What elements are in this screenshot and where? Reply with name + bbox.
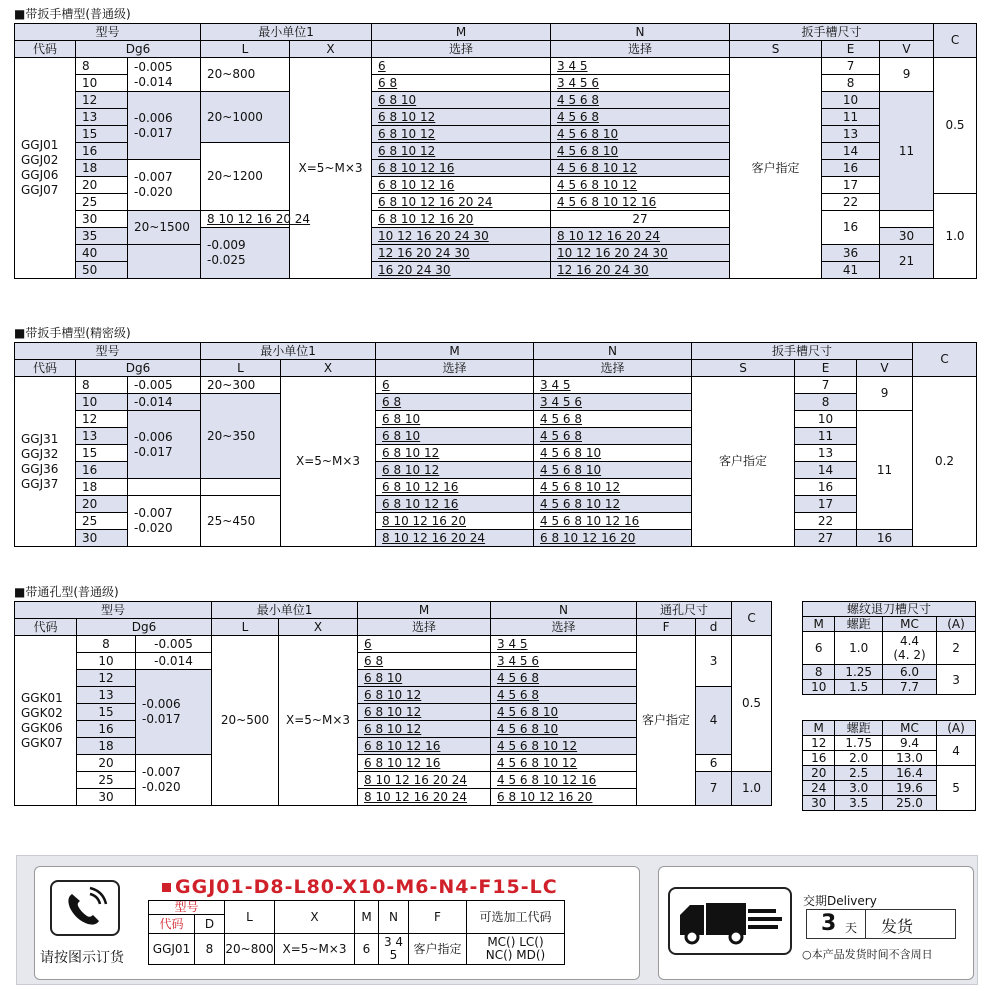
th-f: F xyxy=(637,619,696,636)
th-min-unit: 最小单位1 xyxy=(201,343,376,360)
m-cell: 6 8 10 12 xyxy=(376,462,534,479)
d-cell: 16 xyxy=(76,462,128,479)
n-cell: 3 4 5 6 xyxy=(551,75,730,92)
th-code: 代码 xyxy=(15,41,76,58)
m-cell: 6 xyxy=(376,377,534,394)
n-cell: 4 5 6 8 xyxy=(534,428,692,445)
n-cell: 6 8 10 12 16 20 xyxy=(372,211,551,228)
phone-icon xyxy=(50,880,120,936)
n-cell: 4 5 6 8 10 xyxy=(491,704,637,721)
n-cell: 6 8 10 12 16 20 xyxy=(534,530,692,547)
m-cell: 6 8 10 xyxy=(376,411,534,428)
thread-cell: 8 xyxy=(803,665,835,680)
d-cell: 50 xyxy=(76,262,128,279)
m-cell: 8 10 12 16 20 24 xyxy=(358,772,491,789)
order-th-n: N xyxy=(379,901,409,934)
th-v: V xyxy=(880,41,934,58)
d-cell: 20 xyxy=(76,177,128,194)
thread-cell: 4 xyxy=(937,736,976,766)
thread-cell: 16 xyxy=(803,751,835,766)
d-cell: 18 xyxy=(76,160,128,177)
s-cell: 客户指定 xyxy=(692,377,795,547)
thread-th-a: (A) xyxy=(937,721,976,736)
thread-cell: 13.0 xyxy=(883,751,937,766)
n-cell: 4 5 6 8 10 12 xyxy=(551,177,730,194)
v-cell: 9 xyxy=(857,377,913,411)
d-cell: 13 xyxy=(76,109,128,126)
tol-cell: -0.006 -0.017 xyxy=(128,92,201,160)
tol-cell xyxy=(128,479,201,496)
delivery-divider xyxy=(865,910,866,938)
truck-glyph xyxy=(670,889,790,953)
thread-cell: 5 xyxy=(937,766,976,811)
d-cell: 15 xyxy=(76,445,128,462)
thread-cell: 30 xyxy=(803,796,835,811)
tol-cell: -0.007 -0.020 xyxy=(128,496,201,547)
thread-cell: 12 xyxy=(803,736,835,751)
thread-cell: 1.25 xyxy=(835,665,883,680)
m-cell: 6 xyxy=(358,636,491,653)
e-cell: 10 xyxy=(795,411,857,428)
n-cell: 4 5 6 8 10 12 16 xyxy=(551,194,730,211)
n-cell: 4 5 6 8 10 12 xyxy=(534,496,692,513)
d-cell: 8 xyxy=(77,636,136,653)
l-cell: 20~500 xyxy=(212,636,279,806)
th-dg6: Dg6 xyxy=(77,619,212,636)
n-cell: 6 8 10 12 16 20 xyxy=(491,789,637,806)
d-cell: 35 xyxy=(76,228,128,245)
order-th-model: 型号 xyxy=(149,901,225,915)
order-val-x: X=5~M×3 xyxy=(275,934,355,965)
l-cell: 20~1500 xyxy=(128,211,201,245)
tol-cell: -0.007 -0.020 xyxy=(136,755,212,806)
th-l: L xyxy=(212,619,279,636)
order-th-d: D xyxy=(195,915,225,934)
th-e: E xyxy=(822,41,880,58)
n-cell: 8 10 12 16 20 24 xyxy=(551,228,730,245)
d-cell: 30 xyxy=(76,530,128,547)
section-title-wrench-precise: ■带扳手槽型(精密级) xyxy=(14,326,131,340)
n-cell: 4 5 6 8 10 12 16 xyxy=(534,513,692,530)
delivery-title: 交期Delivery xyxy=(803,894,877,908)
th-dg6: Dg6 xyxy=(76,360,201,377)
n-cell: 4 5 6 8 xyxy=(534,411,692,428)
d-cell: 25 xyxy=(76,194,128,211)
order-th-f: F xyxy=(409,901,467,934)
thread-cell: 1.0 xyxy=(835,632,883,665)
th-model: 型号 xyxy=(15,24,201,41)
th-code: 代码 xyxy=(15,619,77,636)
m-cell: 6 8 xyxy=(358,653,491,670)
th-model: 型号 xyxy=(15,602,212,619)
n-cell: 4 5 6 8 10 12 xyxy=(491,738,637,755)
d-cell: 12 xyxy=(76,92,128,109)
thread-th-mc: MC xyxy=(883,721,937,736)
order-val-n: 3 4 5 xyxy=(379,934,409,965)
tol-cell: -0.014 xyxy=(136,653,212,670)
d-cell: 15 xyxy=(77,704,136,721)
order-val-f: 客户指定 xyxy=(409,934,467,965)
thread-th-m: M xyxy=(803,617,835,632)
n-cell: 4 5 6 8 10 xyxy=(534,462,692,479)
l-cell: 20~800 xyxy=(201,58,290,92)
d-cell: 13 xyxy=(77,687,136,704)
x-cell: X=5~M×3 xyxy=(279,636,358,806)
d-cell: 10 xyxy=(77,653,136,670)
n-cell: 3 4 5 xyxy=(551,58,730,75)
thread-cell: 6.0 xyxy=(882,665,936,680)
e-cell: 17 xyxy=(795,496,857,513)
thread-th-a: (A) xyxy=(937,617,976,632)
thread-relief-table xyxy=(802,601,976,695)
v-cell: 11 xyxy=(857,411,913,530)
d-cell: 30 xyxy=(77,789,136,806)
m-cell: 8 10 12 16 20 24 xyxy=(358,789,491,806)
th-wrench: 扳手槽尺寸 xyxy=(692,343,913,360)
th-l: L xyxy=(201,360,281,377)
m-cell: 6 8 10 12 xyxy=(372,126,551,143)
thread-cell: 19.6 xyxy=(883,781,937,796)
m-cell: 16 20 24 30 xyxy=(372,262,551,279)
d-cell: 20 xyxy=(77,755,136,772)
th-n-select: 选择 xyxy=(491,619,637,636)
spec-table-wrench-normal xyxy=(14,23,977,279)
thread-th-m: M xyxy=(803,721,835,736)
m-cell: 6 8 10 12 16 xyxy=(358,755,491,772)
c-cell: 1.0 xyxy=(732,772,772,806)
e-cell: 22 xyxy=(795,513,857,530)
n-cell: 4 5 6 8 10 xyxy=(551,126,730,143)
n-cell: 3 4 5 6 xyxy=(534,394,692,411)
d-cell: 15 xyxy=(76,126,128,143)
thread-title: 螺纹退刀槽尺寸 xyxy=(803,602,976,617)
order-th-code: 代码 xyxy=(149,915,195,934)
section-title-through-hole: ■带通孔型(普通级) xyxy=(14,585,119,599)
m-cell: 6 8 10 12 xyxy=(358,687,491,704)
thread-cell: 1.5 xyxy=(835,680,883,695)
th-m: M xyxy=(372,24,551,41)
delivery-days-box xyxy=(806,909,956,939)
order-example-table xyxy=(148,900,565,965)
order-code-text: GGJ01-D8-L80-X10-M6-N4-F15-LC xyxy=(175,876,558,898)
n-cell: 4 5 6 8 10 xyxy=(491,721,637,738)
m-cell: 6 8 10 12 16 xyxy=(372,177,551,194)
thread-cell: 4.4 (4. 2) xyxy=(882,632,936,665)
th-hole: 通孔尺寸 xyxy=(637,602,732,619)
n-cell: 4 5 6 8 10 12 xyxy=(534,479,692,496)
th-n: N xyxy=(491,602,637,619)
e-cell: 14 xyxy=(822,143,880,160)
m-cell: 6 8 10 12 16 xyxy=(376,479,534,496)
order-val-m: 6 xyxy=(355,934,379,965)
l-cell xyxy=(128,245,201,279)
v-cell: 9 xyxy=(880,58,934,92)
th-e: E xyxy=(795,360,857,377)
th-m: M xyxy=(358,602,491,619)
n-cell: 4 5 6 8 10 xyxy=(551,143,730,160)
th-n-select: 选择 xyxy=(551,41,730,58)
d-cell: 18 xyxy=(77,738,136,755)
tol-cell: -0.005 xyxy=(128,377,201,394)
thread-cell: 3.0 xyxy=(835,781,883,796)
d-cell: 12 xyxy=(77,670,136,687)
delivery-days-number: 3 xyxy=(821,911,837,936)
v-cell: 16 xyxy=(822,211,880,245)
thread-cell: 7.7 xyxy=(882,680,936,695)
thread-cell: 25.0 xyxy=(883,796,937,811)
d-cell: 10 xyxy=(76,394,128,411)
f-cell: 客户指定 xyxy=(637,636,696,806)
l-cell: 20~1000 xyxy=(201,92,290,143)
thread-cell: 24 xyxy=(803,781,835,796)
e-cell: 11 xyxy=(795,428,857,445)
delivery-ship-label: 发货 xyxy=(881,917,914,936)
order-code-example xyxy=(162,876,558,898)
thread-cell: 20 xyxy=(803,766,835,781)
order-th-l: L xyxy=(225,901,275,934)
m-cell: 6 8 10 xyxy=(358,670,491,687)
d-cell: 16 xyxy=(77,721,136,738)
e-cell: 7 xyxy=(822,58,880,75)
x-cell: X=5~M×3 xyxy=(281,377,376,547)
code-cell: GGK01 GGK02 GGK06 GGK07 xyxy=(15,636,77,806)
n-cell: 4 5 6 8 10 12 16 xyxy=(491,772,637,789)
thread-cell: 2 xyxy=(937,632,976,665)
code-cell: GGJ31 GGJ32 GGJ36 GGJ37 xyxy=(15,377,76,547)
truck-icon xyxy=(668,887,792,955)
tol-cell: -0.006 -0.017 xyxy=(128,411,201,479)
th-s: S xyxy=(692,360,795,377)
order-val-l: 20~800 xyxy=(225,934,275,965)
d-cell: 18 xyxy=(76,479,128,496)
th-c: C xyxy=(913,343,977,377)
tol-cell: -0.005 -0.014 xyxy=(128,58,201,92)
m-cell: 6 8 xyxy=(372,75,551,92)
order-th-m: M xyxy=(355,901,379,934)
e-cell: 7 xyxy=(795,377,857,394)
e-cell: 22 xyxy=(822,194,880,211)
d-cell: 20 xyxy=(76,496,128,513)
order-val-extra: MC() LC() NC() MD() xyxy=(467,934,565,965)
hole-d-cell: 7 xyxy=(696,772,732,806)
c-cell: 0.5 xyxy=(732,636,772,772)
th-dg6: Dg6 xyxy=(76,41,201,58)
order-instruction-label: 请按图示订货 xyxy=(40,950,124,966)
n-cell: 3 4 5 xyxy=(534,377,692,394)
e-cell: 10 xyxy=(822,92,880,109)
n-cell: 4 5 6 8 10 xyxy=(534,445,692,462)
d-cell: 25 xyxy=(76,513,128,530)
m-cell: 6 8 10 12 16 xyxy=(358,738,491,755)
th-v: V xyxy=(857,360,913,377)
n-cell: 4 5 6 8 10 12 xyxy=(551,160,730,177)
n-cell: 4 5 6 8 xyxy=(551,92,730,109)
th-wrench: 扳手槽尺寸 xyxy=(730,24,934,41)
e-cell: 41 xyxy=(822,262,880,279)
d-cell: 16 xyxy=(76,143,128,160)
order-val-d: 8 xyxy=(195,934,225,965)
th-x: X xyxy=(281,360,376,377)
m-cell: 6 8 10 12 16 xyxy=(376,496,534,513)
m-cell: 10 12 16 20 24 30 xyxy=(372,228,551,245)
n-cell: 3 4 5 6 xyxy=(491,653,637,670)
c-cell: 0.5 xyxy=(934,58,977,194)
thread-cell: 2.0 xyxy=(835,751,883,766)
m-cell: 6 8 10 12 xyxy=(372,109,551,126)
th-x: X xyxy=(279,619,358,636)
n-cell: 4 5 6 8 xyxy=(551,109,730,126)
tol-cell: -0.006 -0.017 xyxy=(136,670,212,755)
e-cell: 16 xyxy=(822,160,880,177)
m-cell: 6 8 10 12 xyxy=(358,704,491,721)
hole-d-cell: 6 xyxy=(696,755,732,772)
thread-th-pitch: 螺距 xyxy=(835,721,883,736)
hole-d-cell: 4 xyxy=(696,687,732,755)
order-th-extra: 可选加工代码 xyxy=(467,901,565,934)
l-cell xyxy=(201,479,281,496)
x-cell: X=5~M×3 xyxy=(290,58,372,279)
th-n: N xyxy=(551,24,730,41)
d-cell: 10 xyxy=(76,75,128,92)
v-cell: 11 xyxy=(880,92,934,211)
order-val-code: GGJ01 xyxy=(149,934,195,965)
thread-th-mc: MC xyxy=(882,617,936,632)
n-cell: 4 5 6 8 10 12 xyxy=(491,755,637,772)
thread-cell: 2.5 xyxy=(835,766,883,781)
m-cell: 12 16 20 24 30 xyxy=(372,245,551,262)
n-cell: 3 4 5 xyxy=(491,636,637,653)
v-cell: 16 xyxy=(857,530,913,547)
bullet-square-icon xyxy=(162,883,171,892)
th-min-unit: 最小单位1 xyxy=(201,24,372,41)
th-m-select: 选择 xyxy=(376,360,534,377)
tol-cell: -0.009 -0.025 xyxy=(201,228,290,279)
th-min-unit: 最小单位1 xyxy=(212,602,358,619)
n-cell: 4 5 6 8 xyxy=(491,670,637,687)
phone-glyph xyxy=(52,882,118,934)
thread-cell: 3.5 xyxy=(835,796,883,811)
th-model: 型号 xyxy=(15,343,201,360)
th-n-select: 选择 xyxy=(534,360,692,377)
e-cell: 11 xyxy=(822,109,880,126)
d-cell: 8 xyxy=(76,377,128,394)
e-cell: 13 xyxy=(822,126,880,143)
th-m-select: 选择 xyxy=(358,619,491,636)
m-cell: 6 8 xyxy=(376,394,534,411)
e-cell: 16 xyxy=(795,479,857,496)
d-cell: 30 xyxy=(76,211,128,228)
m-cell: 8 10 12 16 20 24 xyxy=(201,211,290,228)
spec-table-through-hole xyxy=(14,601,772,806)
thread-cell: 6 xyxy=(803,632,835,665)
m-cell: 8 10 12 16 20 24 xyxy=(376,530,534,547)
n-cell: 10 12 16 20 24 30 xyxy=(551,245,730,262)
d-cell: 8 xyxy=(76,58,128,75)
l-cell: 20~350 xyxy=(201,394,281,479)
th-s: S xyxy=(730,41,822,58)
m-cell: 6 8 10 xyxy=(376,428,534,445)
thread-cell: 3 xyxy=(937,665,976,695)
e-cell: 30 xyxy=(880,228,934,245)
m-cell: 6 xyxy=(372,58,551,75)
th-d: d xyxy=(696,619,732,636)
thread-cell: 1.75 xyxy=(835,736,883,751)
e-cell: 27 xyxy=(551,211,730,228)
v-cell: 21 xyxy=(880,245,934,279)
m-cell: 6 8 10 12 xyxy=(372,143,551,160)
tol-cell: -0.014 xyxy=(128,394,201,411)
s-cell: 客户指定 xyxy=(730,58,822,279)
th-l: L xyxy=(201,41,290,58)
m-cell: 6 8 10 12 xyxy=(376,445,534,462)
th-n: N xyxy=(534,343,692,360)
tol-cell: -0.007 -0.020 xyxy=(128,160,201,211)
d-cell: 40 xyxy=(76,245,128,262)
section-title-wrench-normal: ■带扳手槽型(普通级) xyxy=(14,7,131,21)
th-x: X xyxy=(290,41,372,58)
thread-cell: 9.4 xyxy=(883,736,937,751)
m-cell: 6 8 10 12 16 xyxy=(372,160,551,177)
th-c: C xyxy=(732,602,772,636)
e-cell: 27 xyxy=(795,530,857,547)
th-m-select: 选择 xyxy=(372,41,551,58)
n-cell: 12 16 20 24 30 xyxy=(551,262,730,279)
delivery-days-unit: 天 xyxy=(845,921,858,935)
thread-relief-table-2 xyxy=(802,720,976,811)
th-code: 代码 xyxy=(15,360,76,377)
e-cell: 13 xyxy=(795,445,857,462)
e-cell: 14 xyxy=(795,462,857,479)
l-cell: 20~300 xyxy=(201,377,281,394)
e-cell: 17 xyxy=(822,177,880,194)
tol-cell: -0.005 xyxy=(136,636,212,653)
e-cell: 8 xyxy=(822,75,880,92)
c-cell: 0.2 xyxy=(913,377,977,547)
spec-table-wrench-precise xyxy=(14,342,977,547)
d-cell: 13 xyxy=(76,428,128,445)
m-cell: 8 10 12 16 20 xyxy=(376,513,534,530)
order-th-x: X xyxy=(275,901,355,934)
thread-cell: 10 xyxy=(803,680,835,695)
code-cell: GGJ01 GGJ02 GGJ06 GGJ07 xyxy=(15,58,76,279)
th-c: C xyxy=(934,24,977,58)
l-cell: 25~450 xyxy=(201,496,281,547)
thread-cell: 16.4 xyxy=(883,766,937,781)
m-cell: 6 8 10 xyxy=(372,92,551,109)
c-cell: 1.0 xyxy=(934,194,977,279)
m-cell: 6 8 10 12 xyxy=(358,721,491,738)
m-cell: 6 8 10 12 16 20 24 xyxy=(372,194,551,211)
d-cell: 12 xyxy=(76,411,128,428)
l-cell: 20~1200 xyxy=(201,143,290,211)
e-cell: 8 xyxy=(795,394,857,411)
delivery-note: ○本产品发货时间不含周日 xyxy=(802,948,933,961)
n-cell: 4 5 6 8 xyxy=(491,687,637,704)
d-cell: 25 xyxy=(77,772,136,789)
hole-d-cell: 3 xyxy=(696,636,732,687)
th-m: M xyxy=(376,343,534,360)
e-cell: 36 xyxy=(822,245,880,262)
thread-th-pitch: 螺距 xyxy=(835,617,883,632)
